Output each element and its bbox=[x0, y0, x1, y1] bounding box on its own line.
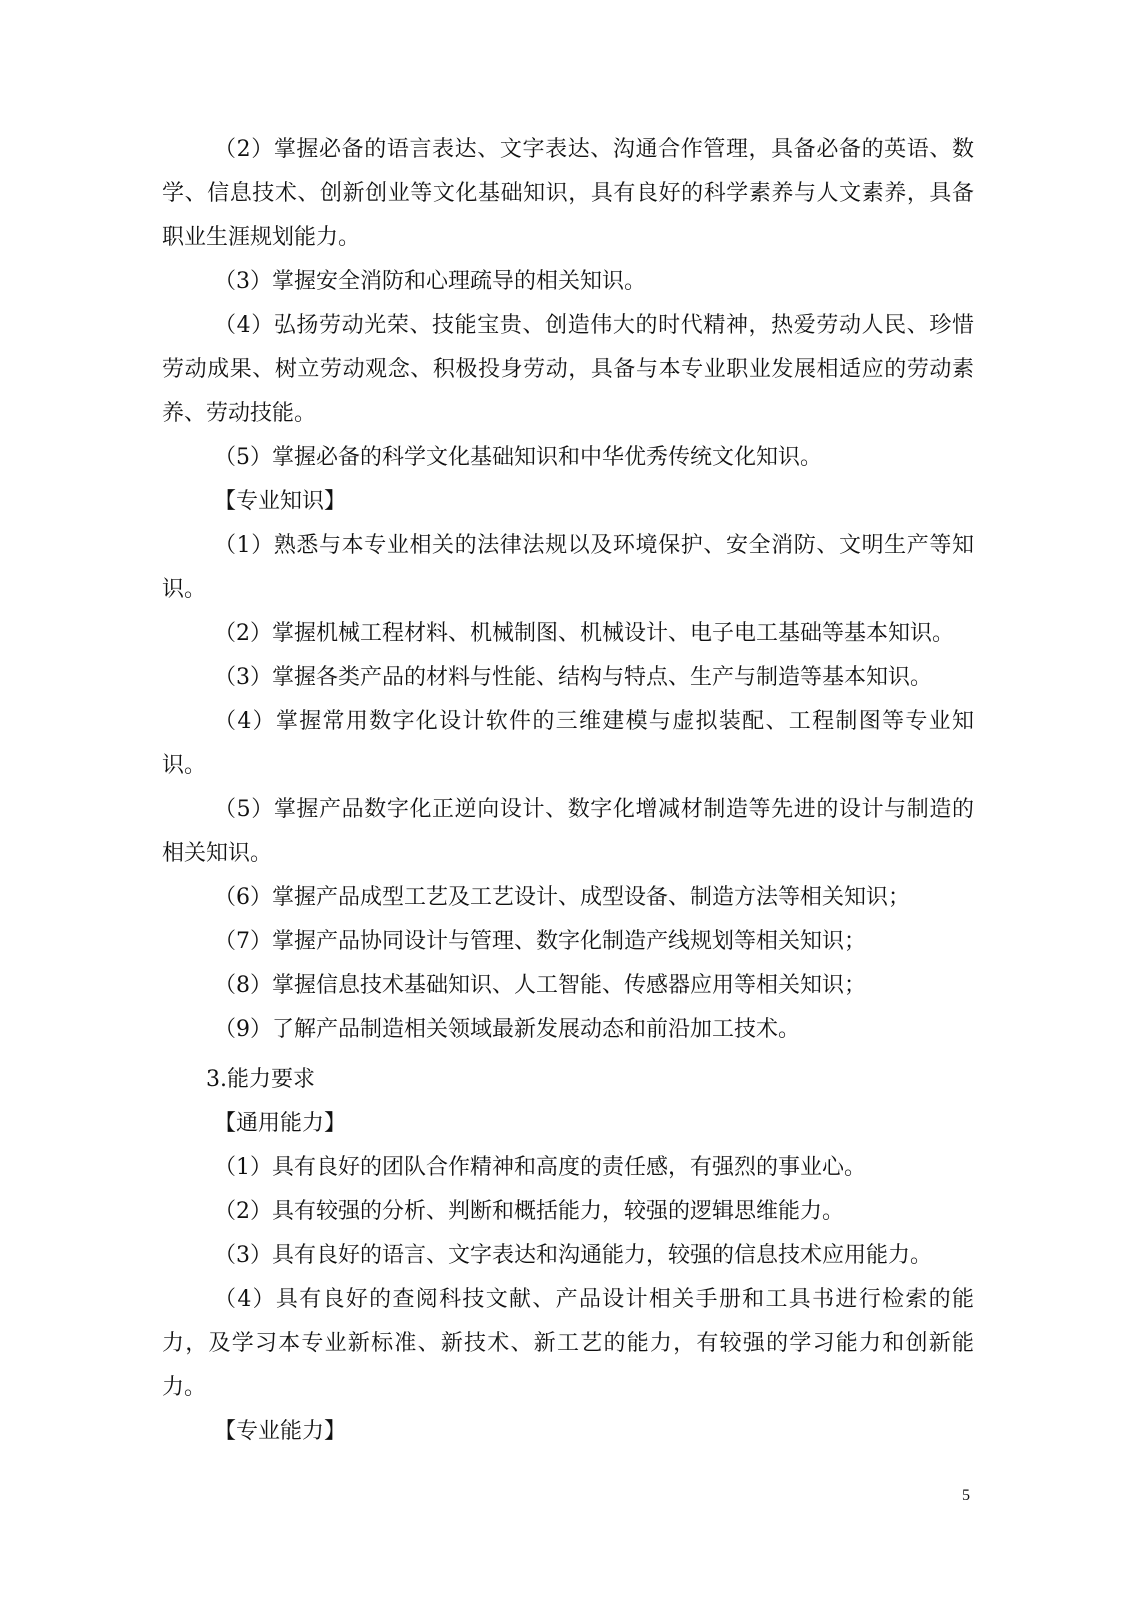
paragraph-general-knowledge-5: （5）掌握必备的科学文化基础知识和中华优秀传统文化知识。 bbox=[214, 445, 822, 470]
paragraph-professional-knowledge-3: （3）掌握各类产品的材料与性能、结构与特点、生产与制造等基本知识。 bbox=[214, 665, 932, 690]
section-label-general-ability: 【通用能力】 bbox=[214, 1111, 347, 1136]
paragraph-general-knowledge-4: （4）弘扬劳动光荣、技能宝贵、创造伟大的时代精神，热爱劳动人民、珍惜劳动成果、树立劳动观念、积极投身劳动，具备与本专业职业发展相适应的劳动素养、劳动技能。 bbox=[162, 313, 974, 426]
paragraph-general-ability-2: （2）具有较强的分析、判断和概括能力，较强的逻辑思维能力。 bbox=[214, 1199, 844, 1224]
paragraph-general-ability-4: （4）具有良好的查阅科技文献、产品设计相关手册和工具书进行检索的能力，及学习本专业新标准、新技术、新工艺的能力，有较强的学习能力和创新能力。 bbox=[162, 1287, 974, 1400]
paragraph-general-ability-1: （1）具有良好的团队合作精神和高度的责任感，有强烈的事业心。 bbox=[214, 1155, 866, 1180]
paragraph-professional-knowledge-4: （4）掌握常用数字化设计软件的三维建模与虚拟装配、工程制图等专业知识。 bbox=[162, 709, 974, 778]
section-label-professional-knowledge: 【专业知识】 bbox=[214, 489, 347, 514]
paragraph-professional-knowledge-8: （8）掌握信息技术基础知识、人工智能、传感器应用等相关知识； bbox=[214, 973, 866, 998]
paragraph-general-knowledge-3: （3）掌握安全消防和心理疏导的相关知识。 bbox=[214, 269, 646, 294]
paragraph-professional-knowledge-2: （2）掌握机械工程材料、机械制图、机械设计、电子电工基础等基本知识。 bbox=[214, 621, 954, 646]
paragraph-professional-knowledge-5: （5）掌握产品数字化正逆向设计、数字化增减材制造等先进的设计与制造的相关知识。 bbox=[162, 797, 974, 866]
paragraph-professional-knowledge-1: （1）熟悉与本专业相关的法律法规以及环境保护、安全消防、文明生产等知识。 bbox=[162, 533, 974, 602]
document-body bbox=[162, 128, 974, 1454]
paragraph-general-ability-3: （3）具有良好的语言、文字表达和沟通能力，较强的信息技术应用能力。 bbox=[214, 1243, 932, 1268]
paragraph-professional-knowledge-6: （6）掌握产品成型工艺及工艺设计、成型设备、制造方法等相关知识； bbox=[214, 885, 910, 910]
paragraph-professional-knowledge-9: （9）了解产品制造相关领域最新发展动态和前沿加工技术。 bbox=[214, 1017, 800, 1042]
page-number: 5 bbox=[962, 1487, 970, 1504]
paragraph-professional-knowledge-7: （7）掌握产品协同设计与管理、数字化制造产线规划等相关知识； bbox=[214, 929, 866, 954]
paragraph-general-knowledge-2: （2）掌握必备的语言表达、文字表达、沟通合作管理，具备必备的英语、数学、信息技术、创新创业等文化基础知识，具有良好的科学素养与人文素养，具备职业生涯规划能力。 bbox=[162, 137, 974, 250]
section-label-professional-ability: 【专业能力】 bbox=[214, 1419, 347, 1444]
section-heading-ability-requirements: 3.能力要求 bbox=[206, 1067, 315, 1092]
